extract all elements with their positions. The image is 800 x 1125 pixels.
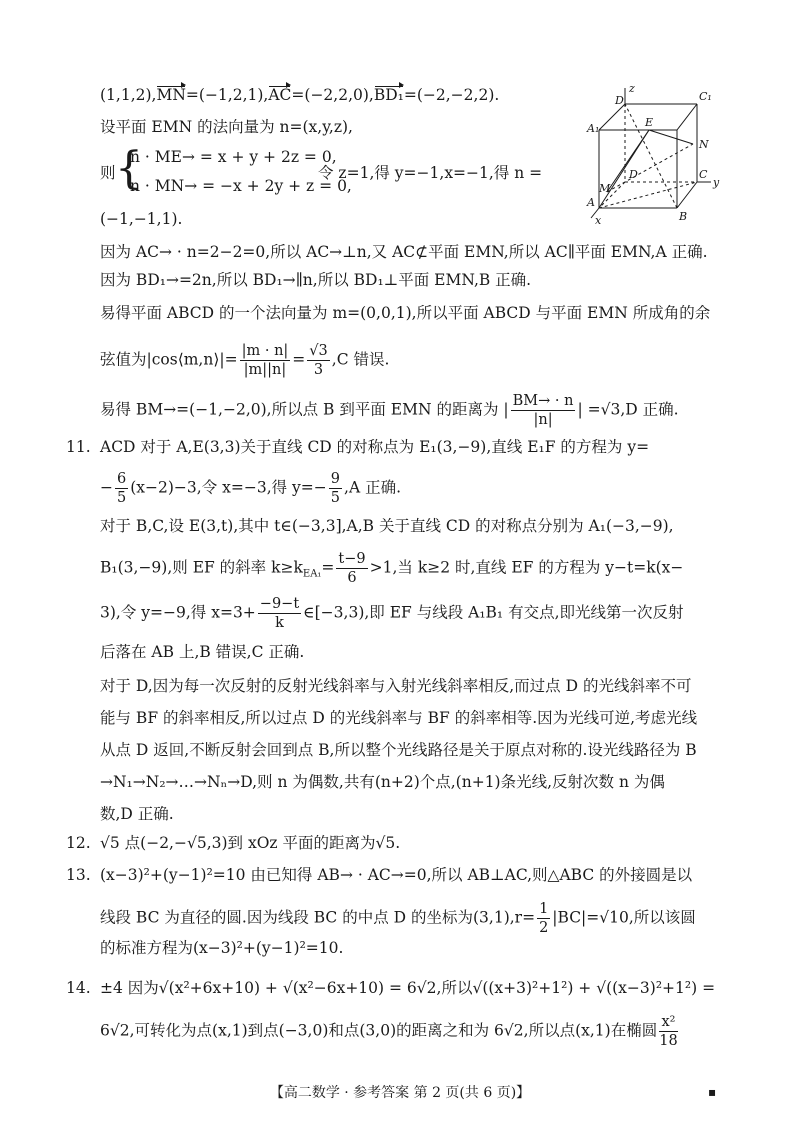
text-line: 易得 BM→=(−1,−2,0),所以点 B 到平面 EMN 的距离为 | $\frac{BM\to \cdot n}{|n|}$ | =√3,D 正确. bbox=[100, 393, 679, 428]
page-footer: 【高二数学 · 参考答案 第 2 页(共 6 页)】 bbox=[269, 1085, 531, 1101]
svg-text:D: D bbox=[615, 94, 624, 107]
brace-symbol: { bbox=[115, 143, 143, 194]
text-line: 对于 B,C,设 E(3,t),其中 t∈(−3,3],A,B 关于直线 CD 的对称点分别为 A₁(−3,−9), bbox=[100, 517, 674, 535]
text-line: √5 点(−2,−√5,3)到 xOz 平面的距离为√5. bbox=[100, 834, 401, 852]
text-line: →N₁→N₂→…→Nₙ→D,则 n 为偶数,共有(n+2)个点,(n+1)条光线,反射次数 n 为偶 bbox=[100, 773, 665, 791]
svg-text:x: x bbox=[595, 214, 602, 227]
svg-text:z: z bbox=[629, 82, 635, 95]
svg-text:N: N bbox=[699, 138, 709, 151]
text-line: (−1,−1,1). bbox=[100, 210, 183, 228]
text-line: 线段 BC 为直径的圆.因为线段 BC 的中点 D 的坐标为(3,1),r= $\frac{1}{2}$ |BC|=√10,所以该圆 bbox=[100, 901, 696, 936]
page-mark: ▪ bbox=[708, 1085, 717, 1099]
text-line: 因为 BD₁→=2n,所以 BD₁→∥n,所以 BD₁⊥平面 EMN,B 正确. bbox=[100, 271, 532, 289]
problem-number: 13. bbox=[66, 866, 91, 884]
text-line: 则 bbox=[100, 164, 116, 182]
problem-number: 12. bbox=[66, 834, 91, 852]
text-line: (x−3)²+(y−1)²=10 由已知得 AB→ · AC→=0,所以 AB⊥AC,则△ABC 的外接圆是以 bbox=[100, 866, 693, 884]
text-line: − $\frac{6}{5}$ (x−2)−3,令 x=−3,得 y=− $\frac{9}{5}$ ,A 正确. bbox=[100, 471, 402, 506]
text-line: (1,1,2),MN=(−1,2,1),AC=(−2,2,0),BD₁=(−2,−2,2). bbox=[100, 86, 500, 104]
svg-text:C: C bbox=[699, 168, 708, 181]
text-line: 因为 AC→ · n=2−2=0,所以 AC→⊥n,又 AC⊄平面 EMN,所以 AC∥平面 EMN,A 正确. bbox=[100, 243, 708, 261]
svg-text:B: B bbox=[679, 210, 688, 223]
text-line: 的标准方程为(x−3)²+(y−1)²=10. bbox=[100, 939, 344, 957]
text-line: 能与 BF 的斜率相反,所以过点 D 的光线斜率与 BF 的斜率相等.因为光线可逆,考虑光线 bbox=[100, 709, 698, 727]
problem-number: 11. bbox=[66, 438, 91, 456]
text-line: ±4 因为√(x²+6x+10) + √(x²−6x+10) = 6√2,所以√((x+3)²+1²) + √((x−3)²+1²) = bbox=[100, 979, 716, 997]
svg-text:y: y bbox=[713, 176, 720, 189]
svg-text:M: M bbox=[599, 182, 611, 195]
svg-text:A: A bbox=[587, 196, 595, 209]
text-line: 对于 D,因为每一次反射的反射光线斜率与入射光线斜率相反,而过点 D 的光线斜率不可 bbox=[100, 677, 692, 695]
text-line: 令 z=1,得 y=−1,x=−1,得 n = bbox=[318, 164, 543, 182]
text-line: 弦值为|cos⟨m,n⟩|= $\frac{|m \cdot n|}{|m||n|}$ = $\frac{√3}{3}$ ,C 错误. bbox=[100, 343, 390, 378]
text-line: 数,D 正确. bbox=[100, 805, 174, 823]
cube-figure bbox=[585, 82, 725, 232]
equation-line: n · ME→ = x + y + 2z = 0, bbox=[130, 148, 337, 166]
svg-text:D: D bbox=[629, 168, 638, 181]
text-line: 6√2,可转化为点(x,1)到点(−3,0)和点(3,0)的距离之和为 6√2,所以点(x,1)在椭圆 $\frac{\text{x²}}{18}$ bbox=[100, 1014, 678, 1049]
text-line: 3),令 y=−9,得 x=3+ $\frac{-9-t}{k}$ ∈[−3,3),即 EF 与线段 A₁B₁ 有交点,即光线第一次反射 bbox=[100, 596, 684, 631]
svg-text:E: E bbox=[645, 116, 654, 129]
equation-line: n · MN→ = −x + 2y + z = 0, bbox=[130, 177, 352, 195]
text-line: 后落在 AB 上,B 错误,C 正确. bbox=[100, 643, 305, 661]
svg-text:C₁: C₁ bbox=[699, 90, 712, 103]
text-line: 设平面 EMN 的法向量为 n=(x,y,z), bbox=[100, 118, 353, 136]
text-line: 从点 D 返回,不断反射会回到点 B,所以整个光线路径是关于原点对称的.设光线路径为 B bbox=[100, 741, 697, 759]
text-line: ACD 对于 A,E(3,3)关于直线 CD 的对称点为 E₁(3,−9),直线 E₁F 的方程为 y= bbox=[100, 438, 650, 456]
problem-number: 14. bbox=[66, 979, 91, 997]
text-line: B₁(3,−9),则 EF 的斜率 $k\ge k_{EA_1}=$ $\frac{t-9}{6}$ >1,当 k≥2 时,直线 EF 的方程为 y−t=k(x− bbox=[100, 551, 684, 586]
svg-text:A₁: A₁ bbox=[587, 122, 600, 135]
text-line: 易得平面 ABCD 的一个法向量为 m=(0,0,1),所以平面 ABCD 与平面 EMN 所成角的余 bbox=[100, 304, 711, 322]
